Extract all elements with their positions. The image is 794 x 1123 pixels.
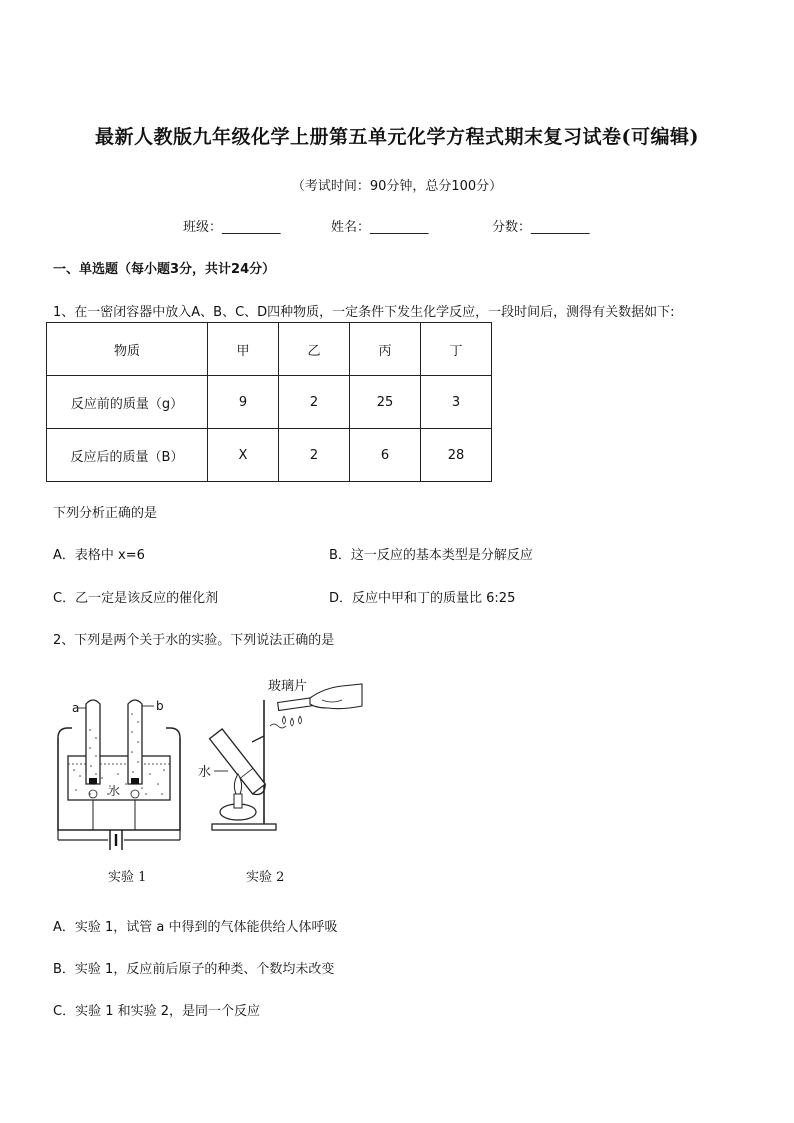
table-cell: 丁 <box>421 323 492 376</box>
table-cell: 乙 <box>279 323 350 376</box>
page-title: 最新人教版九年级化学上册第五单元化学方程式期末复习试卷(可编辑) <box>95 126 699 148</box>
figure-caption-1: 实验 1 <box>108 870 147 885</box>
label-a: a <box>72 701 80 715</box>
name-field: 姓名：_________ <box>331 220 429 235</box>
q2-option-c[interactable]: C．实验 1 和实验 2，是同一个反应 <box>53 1004 261 1019</box>
table-cell: 6 <box>350 429 421 482</box>
q1-option-d[interactable]: D．反应中甲和丁的质量比 6:25 <box>329 591 516 606</box>
table-cell: 28 <box>421 429 492 482</box>
figure-caption-2: 实验 2 <box>246 870 285 885</box>
table-row <box>47 376 492 429</box>
q1-option-b[interactable]: B．这一反应的基本类型是分解反应 <box>329 548 533 563</box>
stand-base <box>212 824 276 830</box>
table-cell: 3 <box>421 376 492 429</box>
glass-sheet <box>278 698 315 711</box>
hand-icon <box>310 684 362 709</box>
label-water: 水 <box>108 784 121 798</box>
table-row <box>47 429 492 482</box>
table-cell: 甲 <box>208 323 279 376</box>
q1-option-c[interactable]: C．乙一定是该反应的催化剂 <box>53 591 219 606</box>
table-cell: 2 <box>279 376 350 429</box>
table-header-row <box>47 323 492 376</box>
test-tube-a <box>86 700 100 784</box>
table-cell: 丙 <box>350 323 421 376</box>
question-1-stem: 1、在一密闭容器中放入A、B、C、D四种物质，一定条件下发生化学反应，一段时间后，测得有关数据如下: <box>53 305 675 320</box>
label-glass-sheet: 玻璃片 <box>268 679 308 694</box>
q2-option-a[interactable]: A．实验 1，试管 a 中得到的气体能供给人体呼吸 <box>53 920 338 935</box>
table-cell: 反应后的质量（B） <box>47 429 208 482</box>
q1-option-a[interactable]: A．表格中 x=6 <box>53 548 145 563</box>
class-field: 班级：_________ <box>183 220 281 235</box>
q2-option-b[interactable]: B．实验 1，反应前后原子的种类、个数均未改变 <box>53 962 335 977</box>
test-tube-b <box>128 700 142 784</box>
electrolysis-apparatus-figure <box>50 690 190 850</box>
label-b: b <box>156 699 164 713</box>
table-cell: 9 <box>208 376 279 429</box>
label-water-2: 水 <box>198 765 212 780</box>
table-cell: 反应前的质量（g） <box>47 376 208 429</box>
table-cell: 物质 <box>47 323 208 376</box>
electrode-b <box>131 778 139 784</box>
question-2-stem: 2、下列是两个关于水的实验。下列说法正确的是 <box>53 633 335 648</box>
section-heading: 一、单选题（每小题3分，共计24分） <box>53 262 276 277</box>
score-field: 分数：_________ <box>492 220 590 235</box>
table-cell: X <box>208 429 279 482</box>
table-cell: 2 <box>279 429 350 482</box>
question-1-prompt: 下列分析正确的是 <box>53 506 158 521</box>
heating-apparatus-figure <box>192 670 368 840</box>
data-table <box>46 322 492 482</box>
table-cell: 25 <box>350 376 421 429</box>
exam-subtitle: （考试时间：90分钟，总分100分） <box>291 179 503 194</box>
electrode-a <box>89 778 97 784</box>
